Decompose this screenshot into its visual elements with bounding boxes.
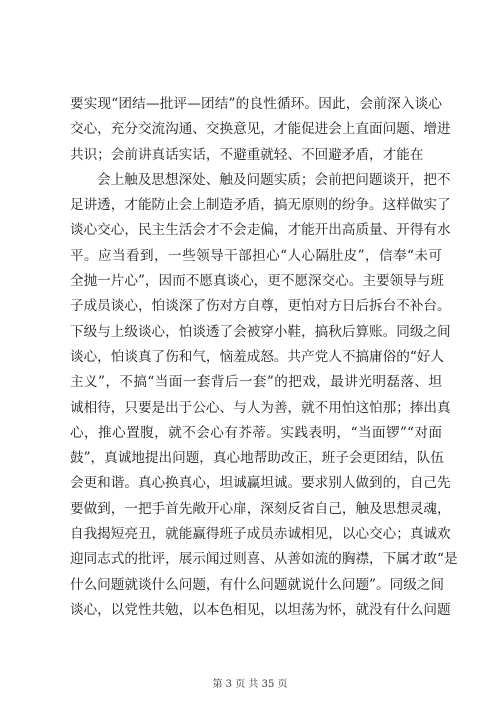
page-footer: 第 3 页 共 35 页 [212,679,288,690]
text-line: 要做到，一把手首先敞开心扉，深刻反省自己，触及思想灵魂， [70,500,451,517]
text-line: 主义”，不搞“当面一套背后一套”的把戏，最讲光明磊落、坦 [70,374,442,391]
text-line: 交心，充分交流沟通、交换意见，才能促进会上直面问题、增进 [70,121,451,138]
text-line: 什么问题就谈什么问题，有什么问题就说什么问题”。同级之间 [70,576,444,593]
text-line: 谈心，怕谈真了伤和气，恼羞成怒。共产党人不搞庸俗的“好人 [70,348,444,365]
text-line: 谈心交心，民主生活会才不会走偏，才能开出高质量、开得有水 [70,222,451,239]
text-line: 迎同志式的批评，展示闻过则喜、从善如流的胸襟，下属才敢“是 [70,551,458,568]
text-line: 诚相待，只要是出于公心、与人为善，就不用怕这怕那；捧出真 [70,399,451,416]
text-line: 鼓”，真诚地提出问题，真心地帮助改正，班子会更团结，队伍 [70,450,444,467]
text-line: 子成员谈心，怕谈深了伤对方自尊，更怕对方日后拆台不补台。 [70,298,451,315]
text-line: 心，推心置腹，就不会心有芥蒂。实践表明，“当面锣”“对面 [70,424,442,441]
text-line: 要实现“团结—批评—团结”的良性循环。因此，会前深入谈心 [70,96,442,112]
paragraph-first-line: 会上触及思想深处、触及问题实质；会前把问题谈开，把不 [97,171,451,188]
text-line: 足讲透，才能防止会上制造矛盾，搞无原则的纷争。这样做实了 [70,197,451,214]
text-line: 会更和谐。真心换真心，坦诚赢坦诚。要求别人做到的，自己先 [70,475,451,492]
text-line: 共识；会前讲真话实话，不避重就轻、不回避矛盾，才能在 [70,146,424,163]
text-line: 自我揭短亮丑，就能赢得班子成员赤诚相见，以心交心；真诚欢 [70,526,451,543]
text-line: 平。应当看到，一些领导干部担心“人心隔肚皮”，信奉“未可 [70,247,442,264]
text-line: 谈心，以党性共勉，以本色相见，以坦荡为怀，就没有什么问题 [70,601,451,618]
document-body [70,92,458,623]
text-line: 下级与上级谈心，怕谈透了会被穿小鞋，搞秋后算账。同级之间 [70,323,451,340]
text-line: 全抛一片心”，因而不愿真谈心，更不愿深交心。主要领导与班 [70,273,444,290]
